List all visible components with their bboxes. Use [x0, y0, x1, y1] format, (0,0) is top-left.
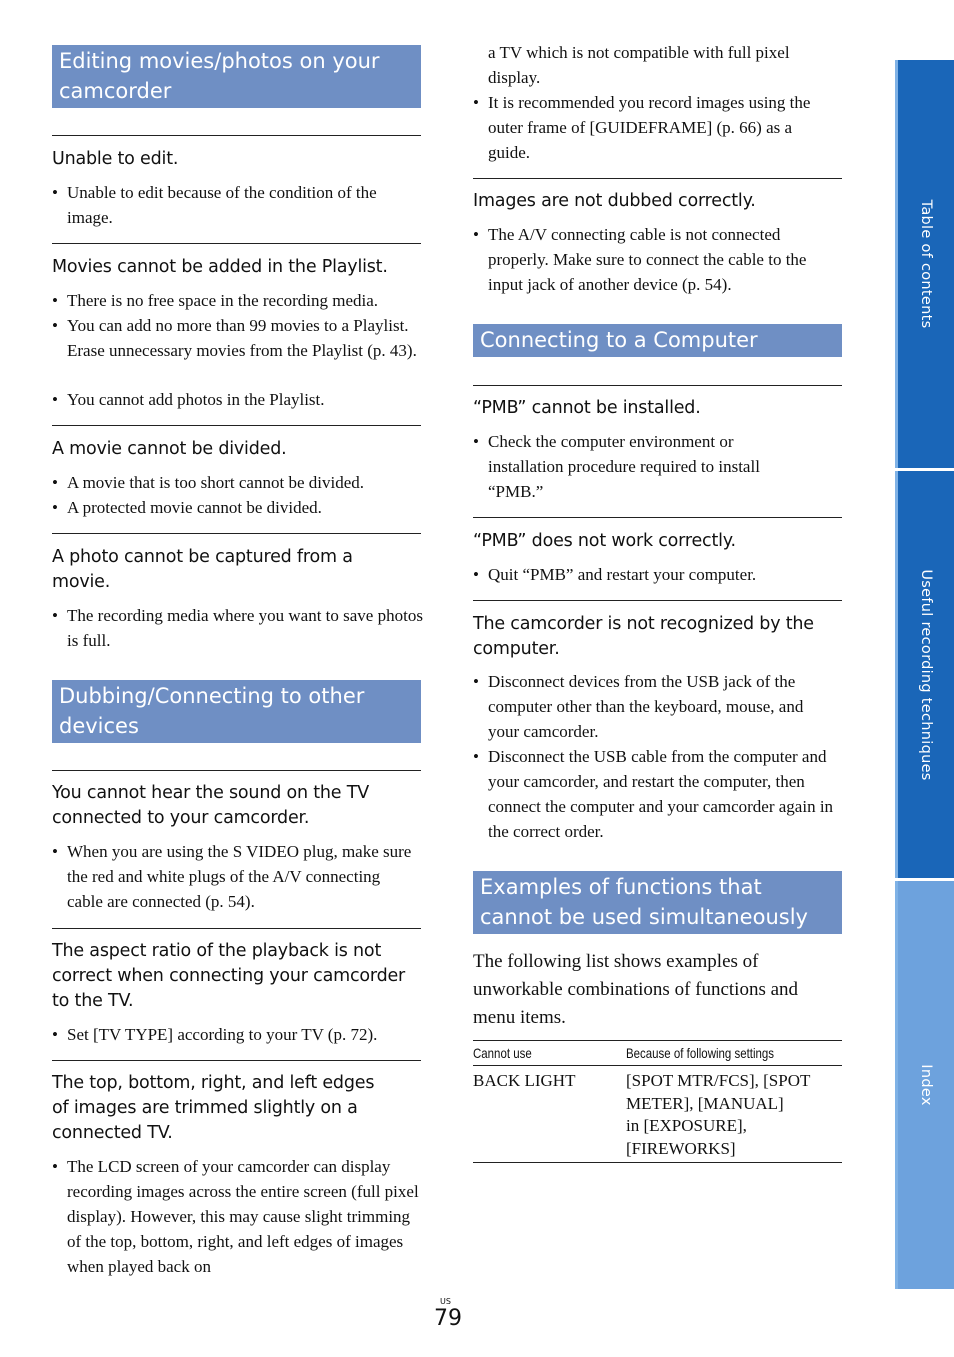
question-aspect-ratio: The aspect ratio of the playback is not correct when connecting your camcorder to the TV. — [52, 941, 406, 1011]
tab-index[interactable] — [895, 881, 954, 1289]
question-divide-movie: A movie cannot be divided. — [52, 439, 287, 459]
divider — [52, 425, 421, 426]
divider — [52, 770, 421, 771]
question-tv-sound: You cannot hear the sound on the TV connected to your camcorder. — [52, 783, 369, 828]
table-row — [473, 1066, 842, 1163]
table-header-row — [473, 1041, 842, 1066]
tab-useful-recording-techniques[interactable] — [895, 471, 954, 878]
section-heading-computer: Connecting to a Computer — [473, 324, 842, 357]
table-cell-cannot-use: BACK LIGHT — [473, 1066, 626, 1163]
list-item: • A protected movie cannot be divided. — [52, 498, 322, 517]
list-item: • The LCD screen of your camcorder can display recording images across the entire screen (full pixel display). However, this may cause slight trimming of the top, bottom, right, and left edges of images when played back on — [52, 1157, 419, 1276]
list-item: • There is no free space in the recording media. — [52, 291, 379, 310]
question-not-dubbed: Images are not dubbed correctly. — [473, 191, 756, 211]
list-item: • The A/V connecting cable is not connected properly. Make sure to connect the cable to the input jack of another device (p. 54). — [473, 225, 807, 294]
divider — [52, 243, 421, 244]
section-heading-examples: Examples of functions that cannot be used simultaneously — [473, 871, 842, 934]
question-not-recognized: The camcorder is not recognized by the computer. — [473, 614, 814, 659]
list-item: • Disconnect the USB cable from the computer and your camcorder, and restart the computer, then connect the computer and your camcorder again in the correct order. — [473, 747, 834, 841]
table-header-cannot-use: Cannot use — [473, 1041, 626, 1066]
examples-intro: The following list shows examples of unworkable combinations of functions and menu items. — [473, 951, 799, 1028]
question-capture-photo: A photo cannot be captured from a movie. — [52, 547, 353, 592]
list-item: • Check the computer environment or installation procedure required to install “PMB.” — [473, 432, 760, 501]
divider — [473, 517, 842, 518]
section-heading-dubbing: Dubbing/Connecting to other devices — [52, 680, 421, 743]
section-heading-editing: Editing movies/photos on your camcorder — [52, 45, 421, 108]
tab-label: Table of contents — [918, 199, 934, 329]
question-trimmed-edges: The top, bottom, right, and left edges of images are trimmed slightly on a connected TV. — [52, 1073, 375, 1143]
question-pmb-install: “PMB” cannot be installed. — [473, 398, 701, 418]
list-item: • A movie that is too short cannot be divided. — [52, 473, 364, 492]
divider — [473, 385, 842, 386]
divider — [473, 600, 842, 601]
list-item: • Disconnect devices from the USB jack of the computer other than the keyboard, mouse, and your camcorder. — [473, 672, 804, 741]
functions-table — [473, 1040, 842, 1163]
tab-label: Index — [918, 1064, 934, 1106]
question-playlist: Movies cannot be added in the Playlist. — [52, 257, 388, 277]
tab-label: Useful recording techniques — [918, 568, 934, 781]
list-item: • When you are using the S VIDEO plug, make sure the red and white plugs of the A/V connecting cable are connected (p. 54). — [52, 842, 412, 911]
divider — [52, 1060, 421, 1061]
list-item: • Set [TV TYPE] according to your TV (p. 72). — [52, 1025, 378, 1044]
table-header-because: Because of following settings — [626, 1041, 842, 1066]
continued-text: a TV which is not compatible with full pixel display. — [488, 43, 790, 87]
divider — [52, 928, 421, 929]
question-unable-to-edit: Unable to edit. — [52, 149, 179, 169]
table-cell-because: [SPOT MTR/FCS], [SPOT METER], [MANUAL] in [EXPOSURE], [FIREWORKS] — [626, 1066, 842, 1163]
list-item: • Quit “PMB” and restart your computer. — [473, 565, 757, 584]
list-item: • You can add no more than 99 movies to a Playlist. Erase unnecessary movies from the Playlist (p. 43). — [52, 316, 417, 360]
list-item: • The recording media where you want to save photos is full. — [52, 606, 423, 650]
divider — [52, 135, 421, 136]
divider — [473, 178, 842, 179]
list-item: • Unable to edit because of the condition of the image. — [52, 183, 377, 227]
divider — [52, 533, 421, 534]
tab-table-of-contents[interactable] — [895, 60, 954, 468]
list-item: • It is recommended you record images using the outer frame of [GUIDEFRAME] (p. 66) as a guide. — [473, 93, 811, 162]
list-item: • You cannot add photos in the Playlist. — [52, 390, 325, 409]
question-pmb-work: “PMB” does not work correctly. — [473, 531, 736, 551]
page-region-label: US — [440, 1297, 451, 1306]
page-number: 79 — [434, 1306, 462, 1331]
